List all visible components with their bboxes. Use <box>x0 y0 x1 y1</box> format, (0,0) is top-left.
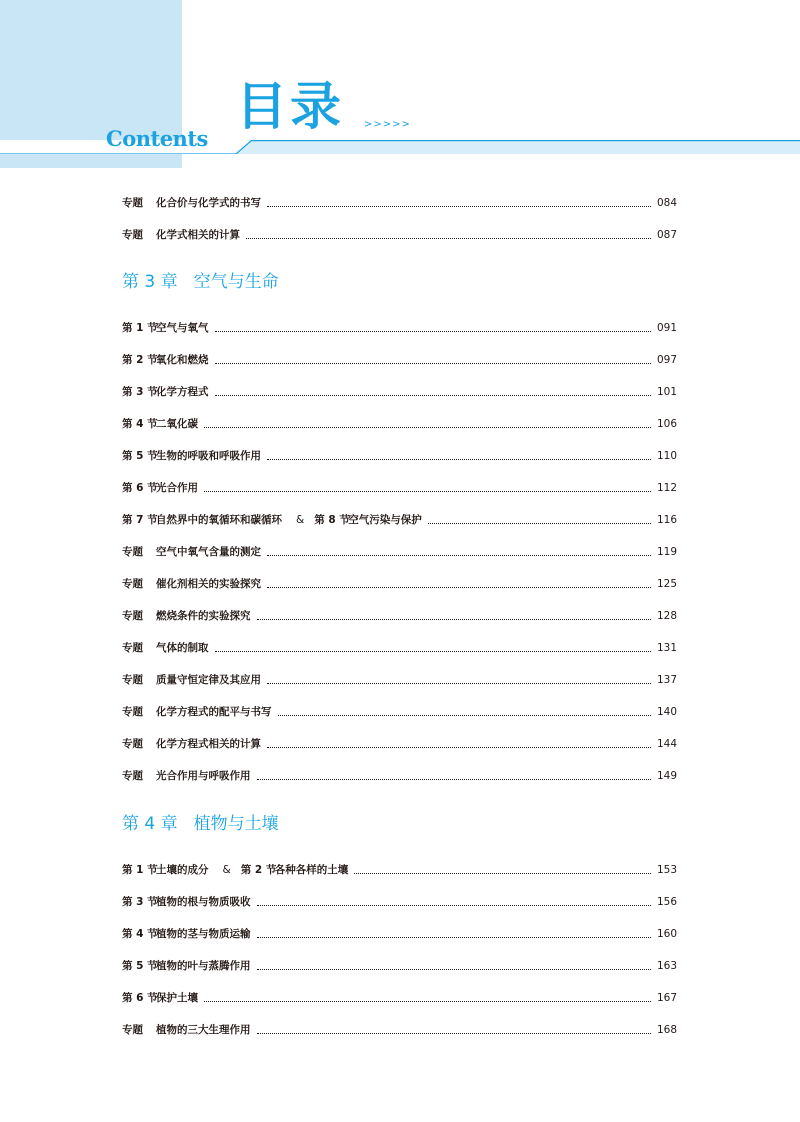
entry-page: 087 <box>656 229 677 241</box>
dot-leader <box>257 619 651 620</box>
entry-page: 131 <box>656 642 677 654</box>
chevron-decoration: >>>>> <box>364 119 411 130</box>
entry-kind: 专题 <box>122 1024 143 1036</box>
toc-entry[interactable] <box>122 511 677 529</box>
toc-entry[interactable] <box>122 415 677 433</box>
dot-leader <box>204 491 651 492</box>
entry-kind: 专题 <box>122 642 143 654</box>
entry-page: 163 <box>656 960 677 972</box>
toc-entry[interactable] <box>122 1021 677 1039</box>
dot-leader <box>267 459 651 460</box>
entry-label <box>122 925 251 943</box>
entry-page: 167 <box>656 992 677 1004</box>
entry-kind: 第 3 节 <box>122 896 158 908</box>
dot-leader <box>204 1001 651 1002</box>
toc-entry[interactable] <box>122 703 677 721</box>
entry-page: 106 <box>656 418 677 430</box>
entry-kind: 第 4 节 <box>122 928 158 940</box>
entry-title: 化学方程式的配平与书写 <box>156 706 272 718</box>
dot-leader <box>215 395 651 396</box>
toc-entry[interactable] <box>122 479 677 497</box>
entry-label <box>122 511 422 529</box>
toc-entry[interactable] <box>122 319 677 337</box>
entry-title: 植物的叶与蒸腾作用 <box>156 960 251 972</box>
entry-page: 128 <box>656 610 677 622</box>
dot-leader <box>267 206 651 207</box>
entry-kind: 专题 <box>122 674 143 686</box>
entry-title: 空气与氧气 <box>156 322 209 334</box>
entry-kind: 第 1 节 <box>122 864 158 876</box>
entry-page: 140 <box>656 706 677 718</box>
chapter-label: 第 4 章 <box>122 814 178 834</box>
entry-title: 质量守恒定律及其应用 <box>156 674 261 686</box>
entry-page: 097 <box>656 354 677 366</box>
toc-entry[interactable] <box>122 925 677 943</box>
chapter-title: 植物与土壤 <box>193 814 279 834</box>
entry-title: 自然界中的氧循环和碳循环 <box>156 514 282 526</box>
entry-kind: 第 6 节 <box>122 482 158 494</box>
entry-label <box>122 989 198 1007</box>
entry-kind: 专题 <box>122 197 143 209</box>
entry-label <box>122 543 261 561</box>
entry-label <box>122 639 209 657</box>
entry-title: 各种各样的土壤 <box>274 864 349 876</box>
dot-leader <box>257 779 651 780</box>
entry-label <box>122 351 209 369</box>
entry-title: 化合价与化学式的书写 <box>156 197 261 209</box>
entry-title: 空气污染与保护 <box>348 514 422 526</box>
entry-kind: 第 1 节 <box>122 322 158 334</box>
entry-page: 091 <box>656 322 677 334</box>
dot-leader <box>267 555 651 556</box>
dot-leader <box>257 937 651 938</box>
entry-title: 催化剂相关的实验探究 <box>156 578 261 590</box>
entry-title: 植物的茎与物质运输 <box>156 928 251 940</box>
chapter-title: 空气与生命 <box>193 272 279 292</box>
entry-page: 101 <box>656 386 677 398</box>
entry-label <box>122 226 240 244</box>
entry-title: 燃烧条件的实验探究 <box>156 610 251 622</box>
page-title: 目录 <box>236 78 345 137</box>
dot-leader <box>354 873 651 874</box>
dot-leader <box>257 1033 651 1034</box>
entry-label <box>122 703 272 721</box>
entry-label <box>122 383 209 401</box>
entry-label <box>122 893 251 911</box>
dot-leader <box>215 651 651 652</box>
page-subtitle: Contents <box>106 126 208 151</box>
entry-title: 光合作用与呼吸作用 <box>156 770 251 782</box>
entry-title: 氧化和燃烧 <box>156 354 209 366</box>
entry-kind: 专题 <box>122 610 143 622</box>
entry-label <box>122 957 251 975</box>
toc-entry[interactable] <box>122 226 677 244</box>
entry-label <box>122 447 261 465</box>
dot-leader <box>215 363 651 364</box>
entry-page: 119 <box>656 546 677 558</box>
entry-kind: 专题 <box>122 229 143 241</box>
chapter-label: 第 3 章 <box>122 272 178 292</box>
entry-kind: 专题 <box>122 578 143 590</box>
entry-kind: 第 8 节 <box>314 514 350 526</box>
toc-entry[interactable] <box>122 671 677 689</box>
toc-entry[interactable] <box>122 735 677 753</box>
dot-leader <box>257 905 651 906</box>
entry-label <box>122 767 251 785</box>
entry-kind: 专题 <box>122 770 143 782</box>
toc-entry[interactable] <box>122 447 677 465</box>
entry-page: 125 <box>656 578 677 590</box>
entry-title: 空气中氧气含量的测定 <box>156 546 261 558</box>
dot-leader <box>257 969 651 970</box>
entry-label <box>122 671 261 689</box>
entry-label <box>122 319 209 337</box>
entry-title: 化学式相关的计算 <box>156 229 240 241</box>
entry-page: 168 <box>656 1024 677 1036</box>
entry-kind: 专题 <box>122 706 143 718</box>
entry-page: 110 <box>656 450 677 462</box>
entry-page: 153 <box>656 864 677 876</box>
entry-page: 112 <box>656 482 677 494</box>
entry-kind: 第 5 节 <box>122 450 158 462</box>
toc-entry[interactable] <box>122 893 677 911</box>
entry-page: 137 <box>656 674 677 686</box>
entry-title: 气体的制取 <box>156 642 209 654</box>
entry-title: 生物的呼吸和呼吸作用 <box>156 450 261 462</box>
dot-leader <box>267 587 651 588</box>
dot-leader <box>278 715 651 716</box>
toc-entry[interactable] <box>122 351 677 369</box>
entry-kind: 专题 <box>122 546 143 558</box>
entry-page: 160 <box>656 928 677 940</box>
entry-page: 144 <box>656 738 677 750</box>
dot-leader <box>204 427 651 428</box>
entry-kind: 第 5 节 <box>122 960 158 972</box>
entry-title: 植物的根与物质吸收 <box>156 896 251 908</box>
dot-leader <box>215 331 651 332</box>
toc-entry[interactable] <box>122 607 677 625</box>
entry-title: 植物的三大生理作用 <box>156 1024 251 1036</box>
entry-kind: 第 2 节 <box>240 864 277 876</box>
toc-entry[interactable] <box>122 543 677 561</box>
toc-entry[interactable] <box>122 957 677 975</box>
entry-kind: 第 3 节 <box>122 386 158 398</box>
chapter-heading[interactable] <box>122 270 279 294</box>
entry-kind: 第 6 节 <box>122 992 158 1004</box>
entry-label <box>122 194 261 212</box>
entry-title: 化学方程式相关的计算 <box>156 738 261 750</box>
chapter-heading[interactable] <box>122 812 279 836</box>
dot-leader <box>267 683 651 684</box>
entry-page: 116 <box>656 514 677 526</box>
entry-page: 156 <box>656 896 677 908</box>
entry-label <box>122 1021 251 1039</box>
entry-label <box>122 735 261 753</box>
entry-title: 光合作用 <box>156 482 198 494</box>
entry-page: 084 <box>656 197 677 209</box>
toc-entry[interactable] <box>122 383 677 401</box>
toc-entry[interactable] <box>122 767 677 785</box>
entry-title: 二氧化碳 <box>156 418 198 430</box>
entry-kind: 专题 <box>122 738 143 750</box>
ampersand: & <box>222 864 231 876</box>
entry-kind: 第 2 节 <box>122 354 158 366</box>
entry-label <box>122 861 348 879</box>
entry-title: 土壤的成分 <box>156 864 209 876</box>
toc-entry[interactable] <box>122 194 677 212</box>
entry-label <box>122 575 261 593</box>
dot-leader <box>428 523 651 524</box>
entry-label <box>122 607 251 625</box>
entry-page: 149 <box>656 770 677 782</box>
entry-title: 化学方程式 <box>156 386 209 398</box>
entry-label <box>122 479 198 497</box>
dot-leader <box>246 238 651 239</box>
ampersand: & <box>296 514 305 526</box>
toc-entry[interactable] <box>122 989 677 1007</box>
entry-kind: 第 7 节 <box>122 514 158 526</box>
entry-label <box>122 415 198 433</box>
toc-entry[interactable] <box>122 861 677 879</box>
entry-kind: 第 4 节 <box>122 418 158 430</box>
toc-entry[interactable] <box>122 639 677 657</box>
dot-leader <box>267 747 651 748</box>
entry-title: 保护土壤 <box>156 992 198 1004</box>
toc-entry[interactable] <box>122 575 677 593</box>
